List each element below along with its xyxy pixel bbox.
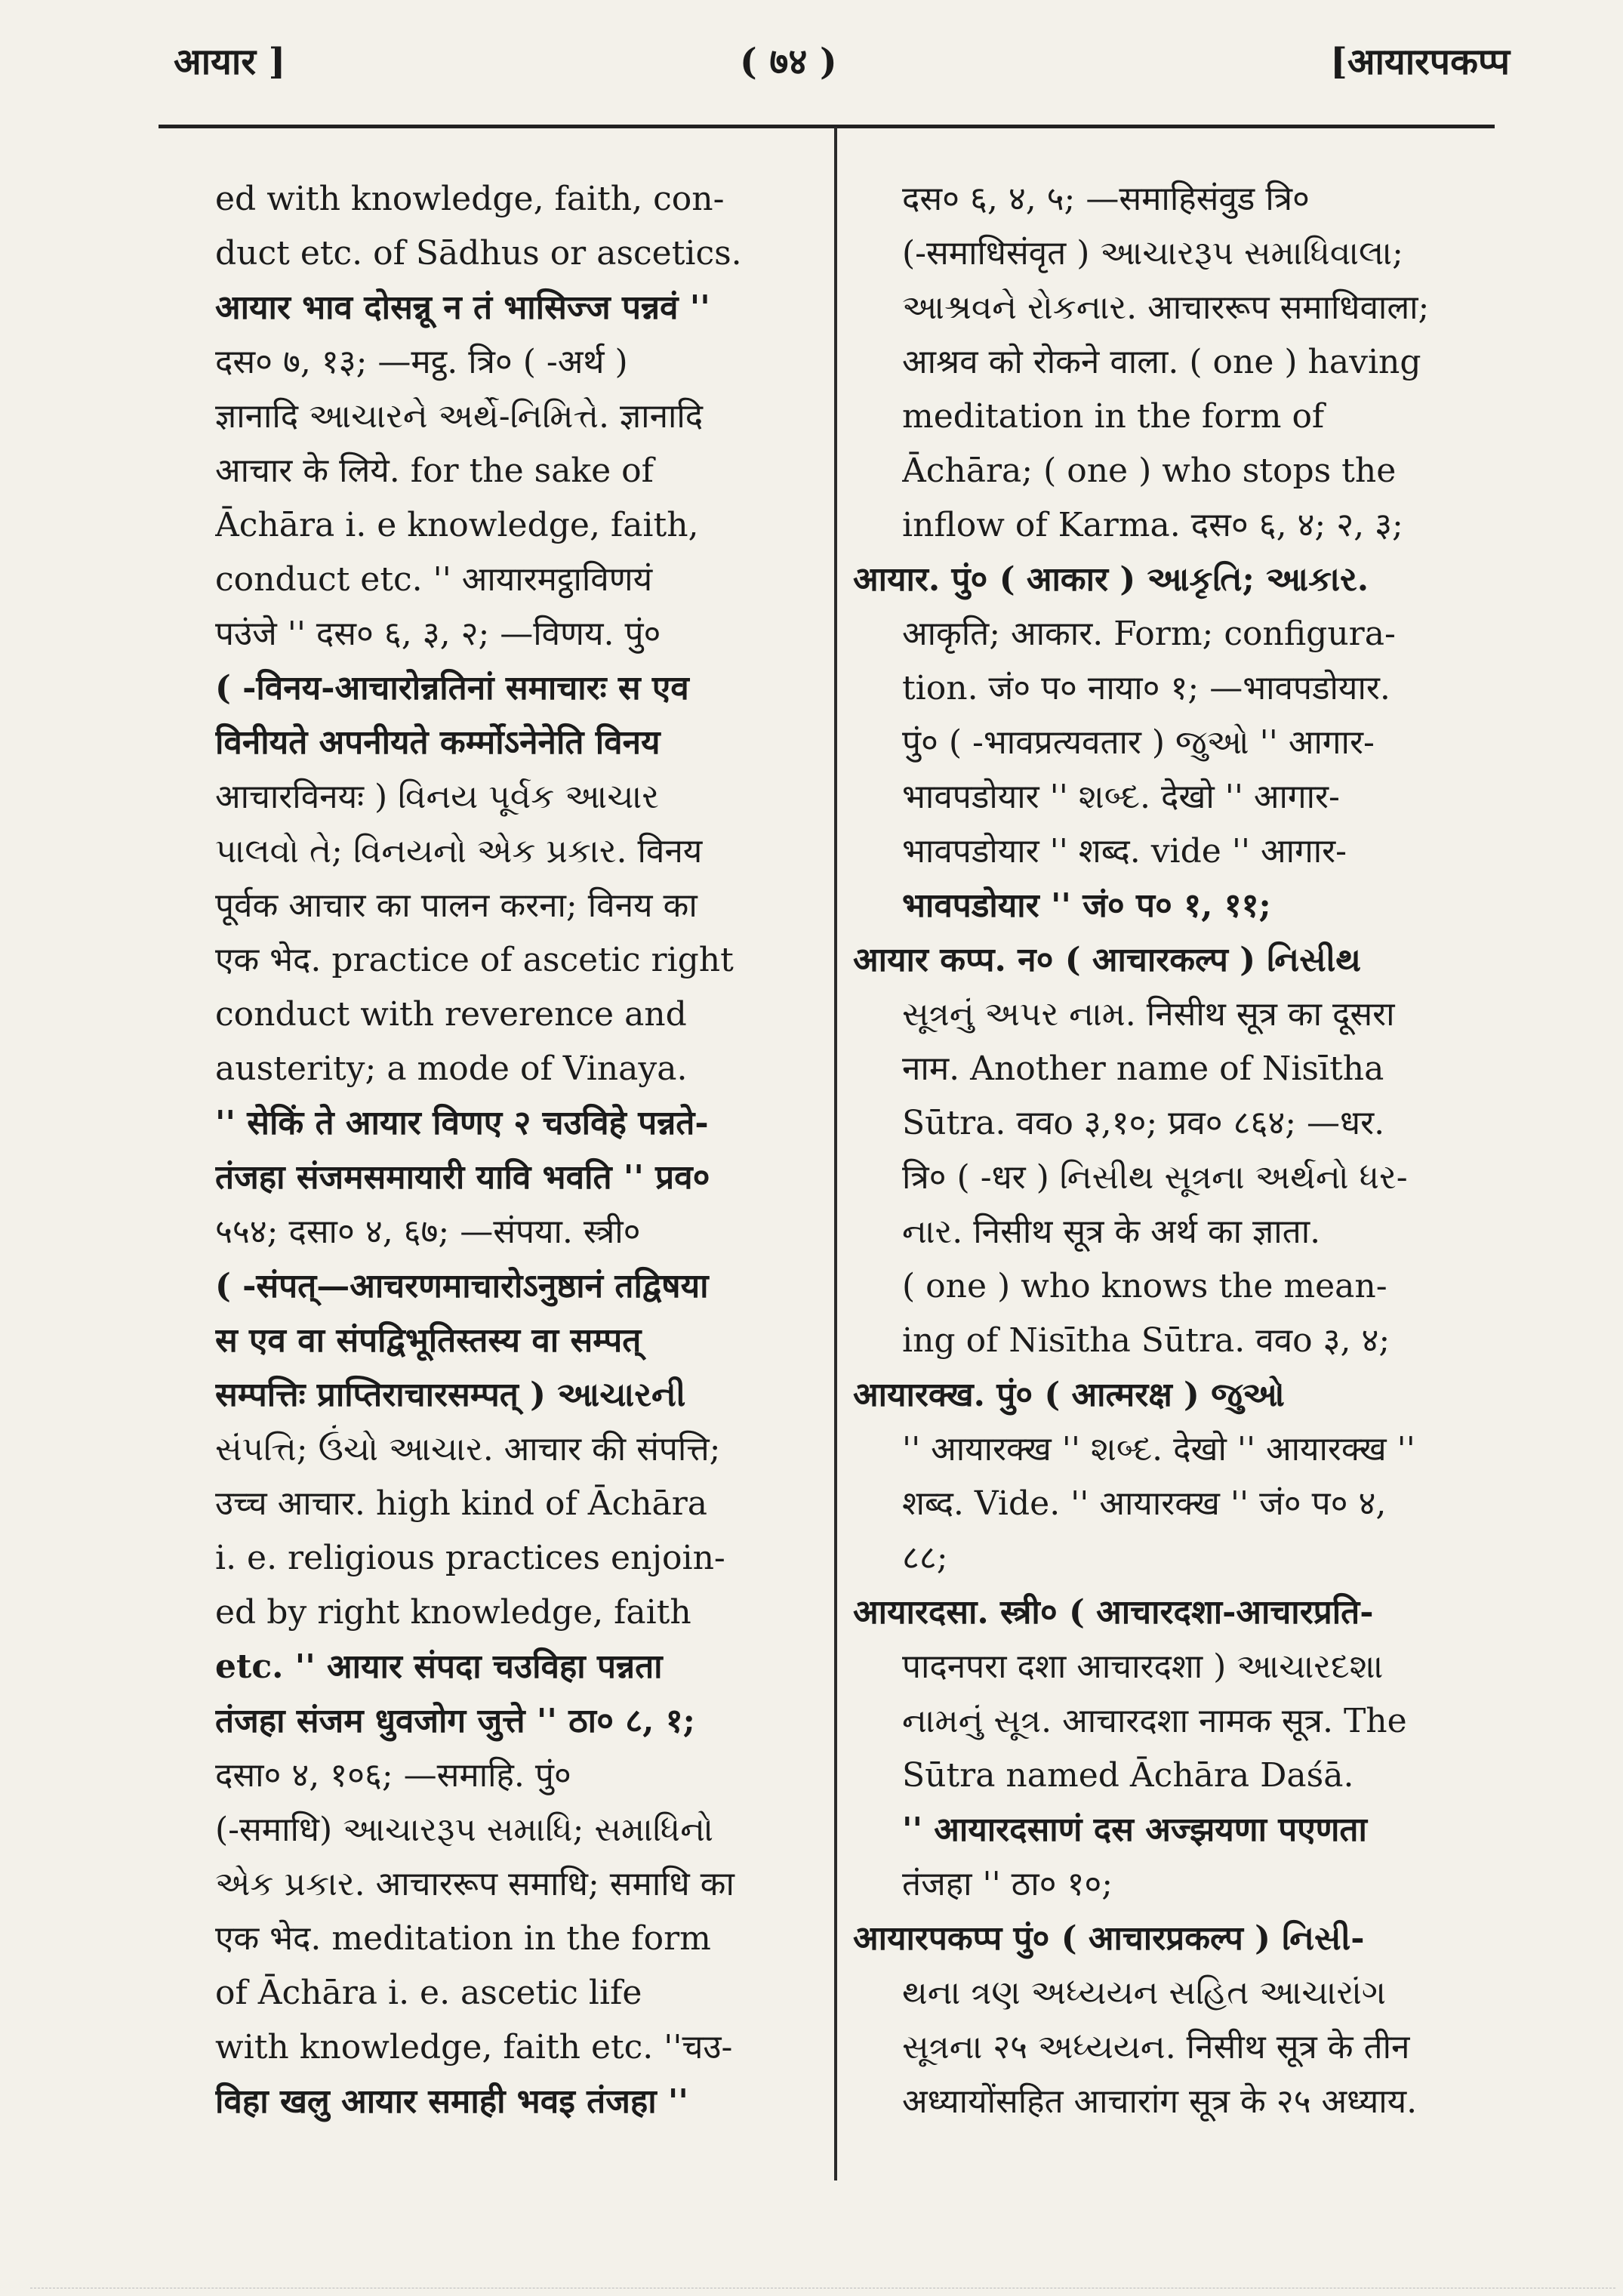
entry-headword-line: आयारदसा. स्त्री० ( आचारदशा-आचारप्रति- xyxy=(853,1593,1374,1632)
text-line: ed with knowledge, faith, con- xyxy=(215,180,725,218)
text-line: આશ્રવને રોકનાર. आचाररूप समाधिवाला; xyxy=(902,288,1430,327)
text-line: Sūtra. ववo ३,१०; प्रव० ८६४; —धर. xyxy=(902,1104,1385,1142)
text-line: दसा० ४, १०६; —समाहि. पुं० xyxy=(215,1756,571,1795)
header-right-guideword: [आयारपकप्प xyxy=(1330,41,1510,83)
text-line: ing of Nisītha Sūtra. ववo ३, ४; xyxy=(902,1321,1390,1360)
text-line: '' सेकिं ते आयार विणए २ चउविहे पन्नते- xyxy=(215,1104,709,1142)
text-line: ed by right knowledge, faith xyxy=(215,1593,691,1632)
text-line: પાલવો તે; વિનયનો એક પ્રકાર. विनय xyxy=(215,832,703,871)
text-line: સૂત્રના २५ અધ્યયન. निसीथ सूत्र के तीन xyxy=(902,2028,1410,2066)
text-line: भावपडोयार '' जं० प० १, ११; xyxy=(902,886,1271,925)
right-column xyxy=(853,172,1495,2211)
text-line: तंजहा '' ठा० १०; xyxy=(902,1865,1113,1903)
text-line: conduct etc. '' आयारमट्ठाविणयं xyxy=(215,560,653,599)
text-line: विहा खलु आयार समाही भवइ तंजहा '' xyxy=(215,2082,688,2121)
entry-headword-line: आयारक्ख. पुं० ( आत्मरक्ष ) જુઓ xyxy=(853,1376,1285,1414)
text-line: '' आयारदसाणं दस अज्झयणा पएणता xyxy=(902,1811,1367,1849)
text-line: નાર. निसीथ सूत्र के अर्थ का ज्ञाता. xyxy=(902,1213,1321,1251)
text-line: ८८; xyxy=(902,1539,948,1577)
text-line: tion. जं० प० नाया० १; —भावपडोयार. xyxy=(902,669,1390,707)
entry-headword-line: आयारपकप्प पुं० ( आचारप्रकल्प ) નિસી- xyxy=(853,1919,1365,1958)
text-line: of Āchāra i. e. ascetic life xyxy=(215,1974,642,2012)
text-line: आयार भाव दोसन्नू न तं भासिज्ज पन्नवं '' xyxy=(215,288,710,327)
text-line: with knowledge, faith etc. ''चउ- xyxy=(215,2028,733,2066)
page-number: ( ७४ ) xyxy=(740,41,837,83)
text-line: उच्च आचार. high kind of Āchāra xyxy=(215,1484,708,1523)
text-line: तंजहा संजम धुवजोग जुत्ते '' ठा० ८, १; xyxy=(215,1702,695,1740)
text-line: एक भेद. meditation in the form xyxy=(215,1919,711,1958)
text-line: शब्द. Vide. '' आयारक्ख '' जं० प० ४, xyxy=(902,1484,1387,1523)
text-line: पउंजे '' दस० ६, ३, २; —विणय. पुं० xyxy=(215,615,661,653)
text-line: એક પ્રકાર. आचाररूप समाधि; समाधि का xyxy=(215,1865,735,1903)
entry-headword-line: आयार कप्प. न० ( आचारकल्प ) નિસીથ xyxy=(853,941,1362,979)
header-left-guideword: आयार ] xyxy=(174,41,286,83)
text-line: Āchāra; ( one ) who stops the xyxy=(902,451,1397,490)
left-column xyxy=(215,172,812,2211)
text-line: स एव वा संपद्विभूतिस्तस्य वा सम्पत् xyxy=(215,1321,642,1360)
text-line: तंजहा संजमसमायारी यावि भवति '' प्रव० xyxy=(215,1158,710,1197)
column-divider xyxy=(834,127,837,2180)
text-line: નામનું સૂત્ર. आचारदशा नामक सूत्र. The xyxy=(902,1702,1407,1740)
text-line: सम्पत्तिः प्राप्तिराचारसम्पत् ) આચારની xyxy=(215,1376,686,1414)
text-line: दस० ६, ४, ५; —समाहिसंवुड त्रि० xyxy=(902,180,1310,218)
text-line: ज्ञानादि આચારને અર્થે-નિમિત્તે. ज्ञानादि xyxy=(215,397,704,436)
text-line: થના ત્રણ અધ્યયન સહિત આચારાંગ xyxy=(902,1974,1387,2012)
text-line: ( one ) who knows the mean- xyxy=(902,1267,1387,1305)
text-line: i. e. religious practices enjoin- xyxy=(215,1539,725,1577)
text-line: पादनपरा दशा आचारदशा ) આચારદશા xyxy=(902,1647,1384,1686)
text-line: etc. '' आयार संपदा चउविहा पन्नता xyxy=(215,1647,663,1686)
text-line: आश्रव को रोकने वाला. ( one ) having xyxy=(902,343,1421,381)
text-line: ( -विनय-आचारोन्नतिनां समाचारः स एव xyxy=(215,669,689,707)
text-line: आचारविनयः ) વિનય પૂર્વક આચાર xyxy=(215,778,659,816)
text-line: ५५४; दसा० ४, ६७; —संपया. स्त्री० xyxy=(215,1213,641,1251)
text-line: आकृति; आकार. Form; configura- xyxy=(902,615,1396,653)
text-line: Sūtra named Āchāra Daśā. xyxy=(902,1756,1354,1795)
text-line: Āchāra i. e knowledge, faith, xyxy=(215,506,699,544)
text-line: (-समाधिसंवृत ) આચારરૂપ સમાધિવાલા; xyxy=(902,234,1403,273)
text-line: भावपडोयार '' શબ્દ. देखो '' आगार- xyxy=(902,778,1340,816)
text-line: meditation in the form of xyxy=(902,397,1325,436)
text-line: नाम. Another name of Nisītha xyxy=(902,1049,1384,1088)
text-line: पुं० ( -भावप्रत्यवतार ) જુઓ '' आगार- xyxy=(902,723,1375,762)
text-line: ( -संपत्—आचरणमाचारोऽनुष्ठानं तद्विषया xyxy=(215,1267,709,1305)
entry-headword-line: आयार. पुं० ( आकार ) આકૃતિ; આકાર. xyxy=(853,560,1369,599)
text-line: duct etc. of Sādhus or ascetics. xyxy=(215,234,742,273)
text-line: inflow of Karma. दस० ६, ४; २, ३; xyxy=(902,506,1403,544)
text-line: आचार के लिये. for the sake of xyxy=(215,451,654,490)
text-line: अध्यायोंसहित आचारांग सूत्र के २५ अध्याय. xyxy=(902,2082,1418,2121)
text-line: पूर्वक आचार का पालन करना; विनय का xyxy=(215,886,698,925)
text-line: विनीयते अपनीयते कर्म्मोऽनेनेति विनय xyxy=(215,723,661,762)
text-line: त्रि० ( -धर ) નિસીથ સૂત્રના અર્થનો ધર- xyxy=(902,1158,1408,1197)
text-line: भावपडोयार '' शब्द. vide '' आगार- xyxy=(902,832,1347,871)
text-line: '' आयारक्ख '' શબ્દ. देखो '' आयारक्ख '' xyxy=(902,1430,1415,1469)
text-line: austerity; a mode of Vinaya. xyxy=(215,1049,688,1088)
text-line: एक भेद. practice of ascetic right xyxy=(215,941,734,979)
text-line: दस० ७, १३; —मट्ठ. त्रि० ( -अर्थ ) xyxy=(215,343,628,381)
text-line: સંપત્તિ; ઉંચો આચાર. आचार की संपत्ति; xyxy=(215,1430,721,1469)
text-line: (-समाधि) આચારરૂપ સમાધિ; સમાધિનો xyxy=(215,1811,713,1849)
text-line: સૂત્રનું અપર નામ. निसीथ सूत्र का दूसरा xyxy=(902,995,1395,1034)
text-line: conduct with reverence and xyxy=(215,995,687,1034)
header-rule xyxy=(159,125,1495,128)
